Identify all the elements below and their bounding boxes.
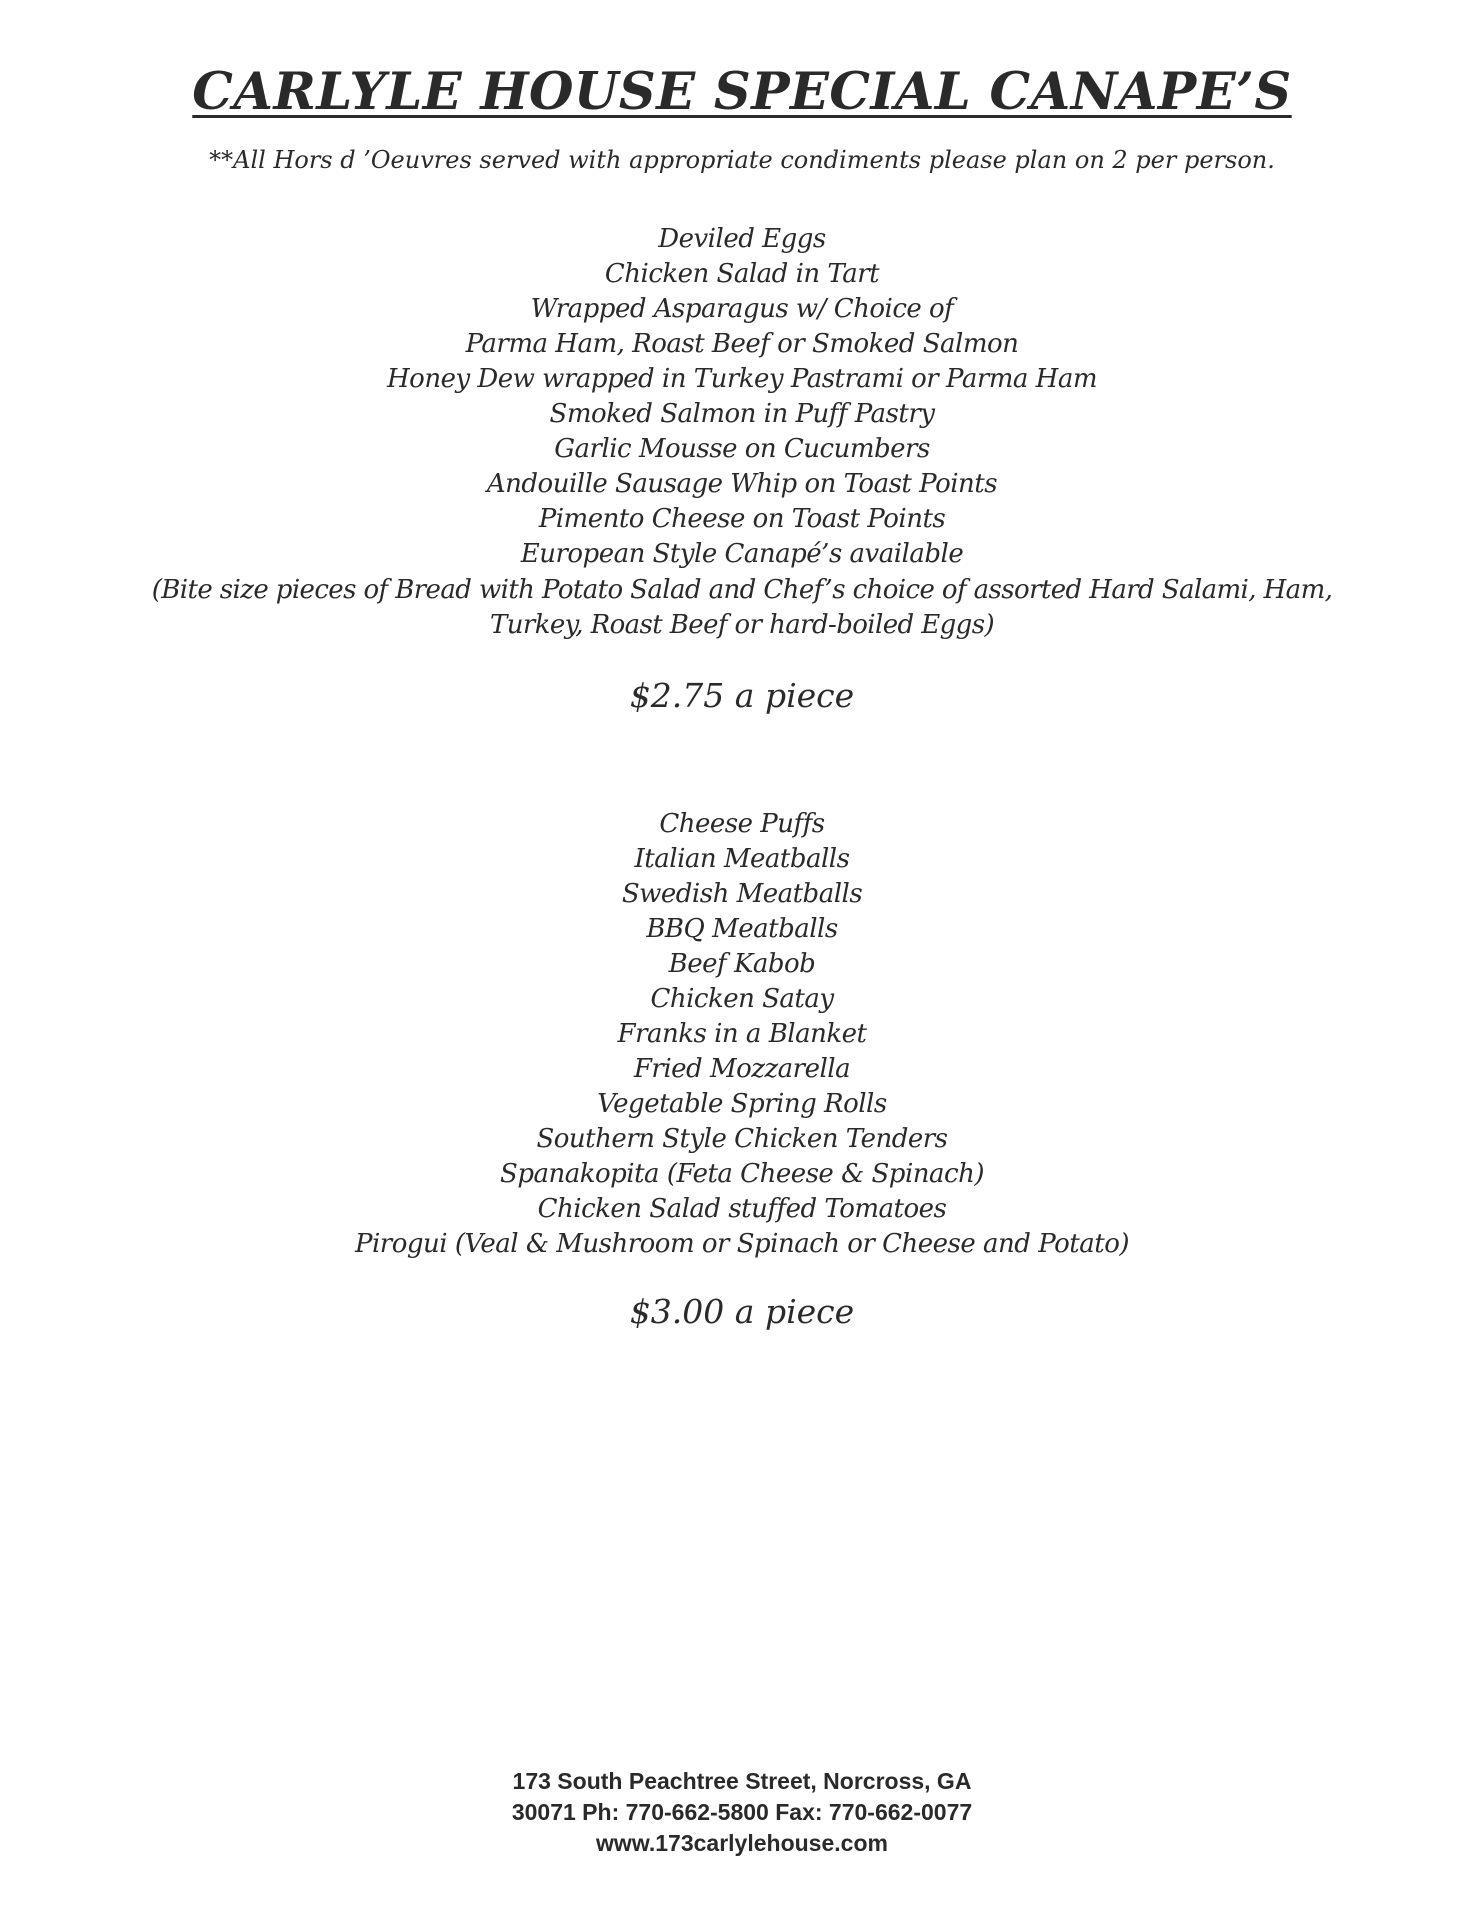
serving-note: **All Hors d ’Oeuvres served with appropriate condiments please plan on 2 per person. [209, 146, 1275, 174]
menu-item: BBQ Meatballs [646, 914, 838, 944]
menu-item: Southern Style Chicken Tenders [536, 1124, 948, 1154]
menu-item: Garlic Mousse on Cucumbers [554, 434, 930, 464]
menu-item: Spanakopita (Feta Cheese & Spinach) [500, 1159, 984, 1189]
menu-item: Pirogui (Veal & Mushroom or Spinach or Cheese and Potato) [354, 1229, 1129, 1259]
canape-list-a [0, 222, 1484, 572]
page-title: CARLYLE HOUSE SPECIAL CANAPE’S [192, 62, 1292, 122]
menu-item: Pimento Cheese on Toast Points [538, 504, 946, 534]
european-canape-description [0, 573, 1484, 643]
description-line: Turkey, Roast Beef or hard-boiled Eggs) [489, 610, 994, 640]
menu-item: Parma Ham, Roast Beef or Smoked Salmon [465, 329, 1019, 359]
menu-item: Chicken Satay [650, 984, 834, 1014]
price-section-b: $3.00 a piece [629, 1292, 855, 1331]
description-line: (Bite size pieces of Bread with Potato Salad and Chef’s choice of assorted Hard Salami, Ham, [151, 575, 1333, 605]
canape-list-b [0, 807, 1484, 1262]
menu-item: Deviled Eggs [658, 224, 826, 254]
menu-item: Fried Mozzarella [633, 1054, 851, 1084]
menu-item: Smoked Salmon in Puff Pastry [549, 399, 935, 429]
menu-item: Italian Meatballs [634, 844, 850, 874]
menu-item: Franks in a Blanket [617, 1019, 867, 1049]
menu-item: Wrapped Asparagus w/ Choice of [530, 294, 954, 324]
menu-item: European Style Canapé’s available [520, 539, 964, 569]
menu-item: Chicken Salad stuffed Tomatoes [537, 1194, 947, 1224]
menu-item: Vegetable Spring Rolls [597, 1089, 887, 1119]
price-section-a: $2.75 a piece [629, 676, 855, 715]
address-line: 173 South Peachtree Street, Norcross, GA [512, 1768, 972, 1794]
website-link[interactable]: www.173carlylehouse.com [596, 1830, 888, 1856]
menu-item: Swedish Meatballs [621, 879, 863, 909]
contact-footer [0, 1766, 1484, 1859]
menu-item: Honey Dew wrapped in Turkey Pastrami or Parma Ham [387, 364, 1097, 394]
menu-item: Beef Kabob [668, 949, 816, 979]
phone-fax-line: 30071 Ph: 770-662-5800 Fax: 770-662-0077 [511, 1799, 973, 1825]
menu-item: Chicken Salad in Tart [604, 259, 880, 289]
menu-item: Cheese Puffs [659, 809, 825, 839]
menu-item: Andouille Sausage Whip on Toast Points [486, 469, 998, 499]
